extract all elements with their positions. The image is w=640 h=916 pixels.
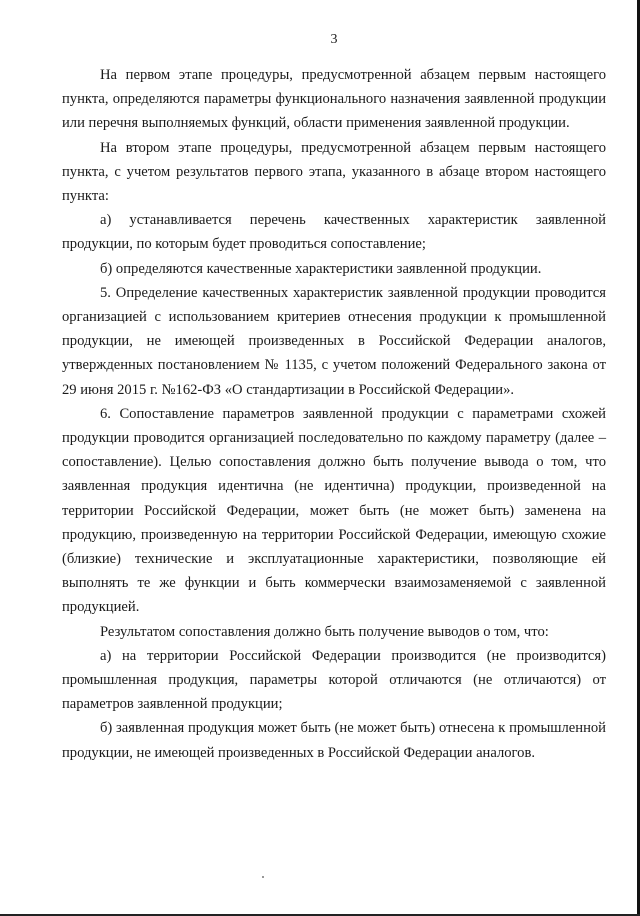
paragraph-result-a: а) на территории Российской Федерации производится (не производится) промышленная продукция, параметры которой отличаются (не отличаются) от параметров заявленной продукции; [62, 647, 606, 713]
paragraph-item-a: а) устанавливается перечень качественных характеристик заявленной продукции, по которым будет проводиться сопоставление; [62, 212, 606, 253]
page-number: 3 [330, 32, 338, 47]
paragraph-clause-6: 6. Сопоставление параметров заявленной продукции с параметрами схожей продукции проводится организацией последовательно по каждому параметру (далее – сопоставление). Целью сопоставления должно быть получение вывода о том, что заявленная продукция идентична (не идентична) продукции, произведенной на территории Российской Федерации, может быть (не может быть) заменена на продукцию, произведенную на территории Российской Федерации, имеющую схожие (близкие) технические и эксплуатационные характеристики, позволяющие ей выполнять те же функции и быть коммерчески взаимозаменяемой с заявленной продукцией. [62, 405, 606, 616]
paragraph-stage-one: На первом этапе процедуры, предусмотренной абзацем первым настоящего пункта, определяются параметры функционального назначения заявленной продукции или перечня выполняемых функций, области применения заявленной продукции. [62, 67, 606, 132]
paragraph-stage-two: На втором этапе процедуры, предусмотренной абзацем первым настоящего пункта, с учетом результатов первого этапа, указанного в абзаце втором настоящего пункта: [62, 139, 606, 205]
paragraph-result-b: б) заявленная продукция может быть (не может быть) отнесена к промышленной продукции, не имеющей произведенных в Российской Федерации аналогов. [62, 720, 606, 761]
paragraph-result-intro: Результатом сопоставления должно быть получение выводов о том, что: [100, 623, 549, 640]
paragraph-item-b: б) определяются качественные характеристики заявленной продукции. [100, 260, 542, 277]
document-body [62, 63, 606, 765]
paragraph-clause-5: 5. Определение качественных характеристик заявленной продукции проводится организацией с использованием критериев отнесения продукции к промышленной продукции, не имеющей произведенных в Российской Федерации аналогов, утвержденных постановлением № 1135, с учетом положений Федерального закона от 29 июня 2015 г. №162-ФЗ «О стандартизации в Российской Федерации». [62, 284, 606, 398]
scan-speck [262, 876, 264, 878]
